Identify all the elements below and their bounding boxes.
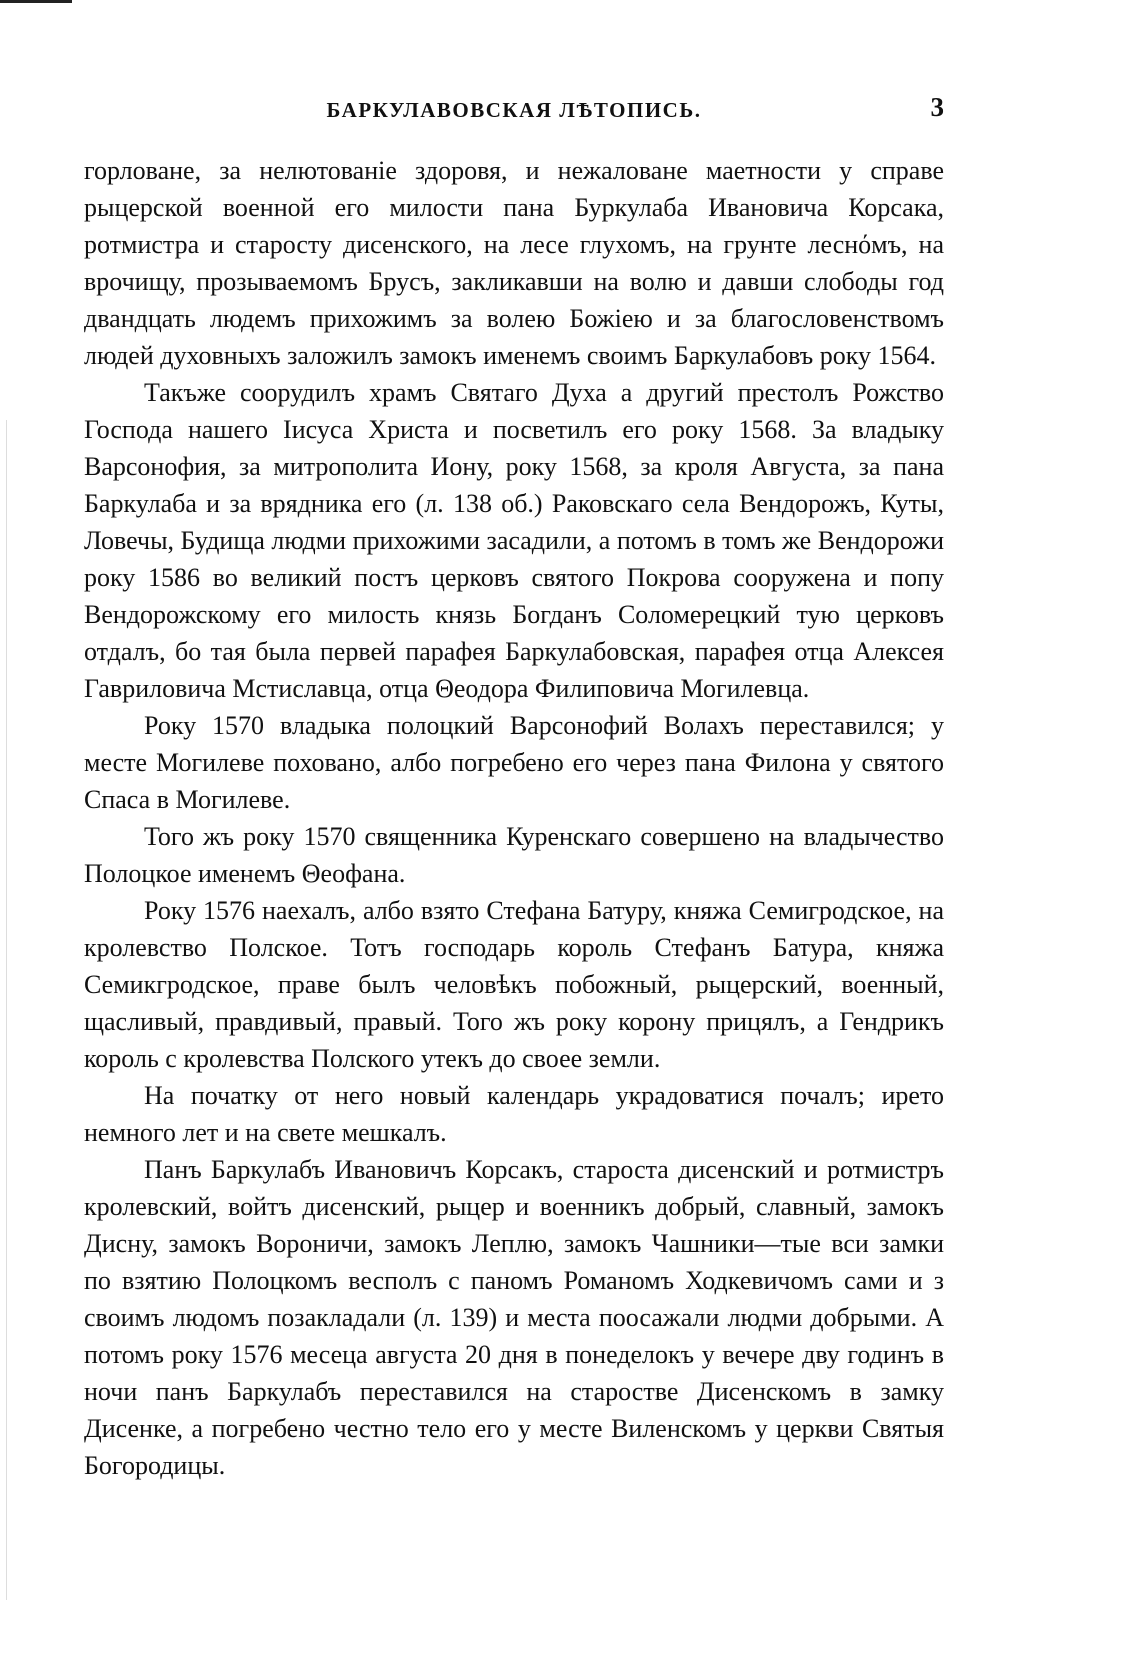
body-text (84, 152, 944, 1484)
paragraph: Панъ Баркулабъ Ивановичъ Корсакъ, староста дисенский и ротмистръ кролевский, войтъ дисенский, рыцер и военникъ добрый, славный, замокъ Дисну, замокъ Вороничи, замокъ Леплю, замокъ Чашники—тые вси замки по взятию Полоцкомъ весполъ с паномъ Романомъ Ходкевичомъ сами и з своимъ людомъ позакладали (л. 139) и места поосажали людми добрыми. А потомъ року 1576 месеца августа 20 дня в понеделокъ у вечере дву годинъ в ночи панъ Баркулабъ переставился на старостве Дисенскомъ в замку Дисенке, а погребено честно тело его у месте Виленскомъ у церкви Святыя Богородицы. (84, 1155, 944, 1480)
running-title: БАРКУЛАВОВСКАЯ ЛѢТОПИСЬ. (326, 98, 702, 122)
paragraph: На початку от него новый календарь украдоватися почалъ; ирето немного лет и на свете мешкалъ. (84, 1081, 944, 1147)
paragraph: Такъже соорудилъ храмъ Святаго Духа а другий престолъ Рожство Господа нашего Іисуса Христа и посветилъ его року 1568. За владыку Варсонофия, за митрополита Иону, року 1568, за кроля Августа, за пана Баркулаба и за врядника его (л. 138 об.) Раковскаго села Вендорожъ, Куты, Ловечы, Будища людми прихожими засадили, а потомъ в томъ же Вендорожи року 1586 во великий постъ церковъ святого Покрова сооружена и попу Вендорожскому его милость князь Богданъ Соломерецкий тую церковъ отдалъ, бо тая была первей парафея Баркулабовская, парафея отца Алексея Гавриловича Мстиславца, отца Θеодора Филиповича Могилевца. (84, 378, 944, 703)
scan-binding-shadow (6, 420, 7, 1600)
paragraph: Року 1570 владыка полоцкий Варсонофий Волахъ переставился; у месте Могилеве поховано, албо погребено его через пана Филона у святого Спаса в Могилеве. (84, 711, 944, 814)
paragraph: Року 1576 наехалъ, албо взято Стефана Батуру, княжа Семигродское, на кролевство Полское. Тотъ господарь король Стефанъ Батура, княжа Семикгродское, праве былъ человѣкъ побожный, рыцерский, военный, щасливый, правдивый, правый. Того жъ року корону прицялъ, а Гендрикъ король с кролевства Полского утекъ до своее земли. (84, 896, 944, 1073)
paragraph: Того жъ року 1570 священника Куренскаго совершено на владычество Полоцкое именемъ Θеофана. (84, 822, 944, 888)
page-number: 3 (930, 92, 944, 122)
paragraph-continuation: горловане, за нелютованіе здоровя, и нежаловане маетности у справе рыцерской военной его милости пана Буркулаба Ивановича Корсака, ротмистра и старосту дисенского, на лесе глухомъ, на грунте леснόмъ, на врочищу, прозываемомъ Брусъ, закликавши на волю и давши слободы год двандцать людемъ прихожимъ за волею Божіею и за благословенствомъ людей духовныхъ заложилъ замокъ именемъ своимъ Баркулабовъ року 1564. (84, 156, 944, 370)
running-head (84, 92, 944, 132)
scan-edge-mark (0, 0, 72, 3)
